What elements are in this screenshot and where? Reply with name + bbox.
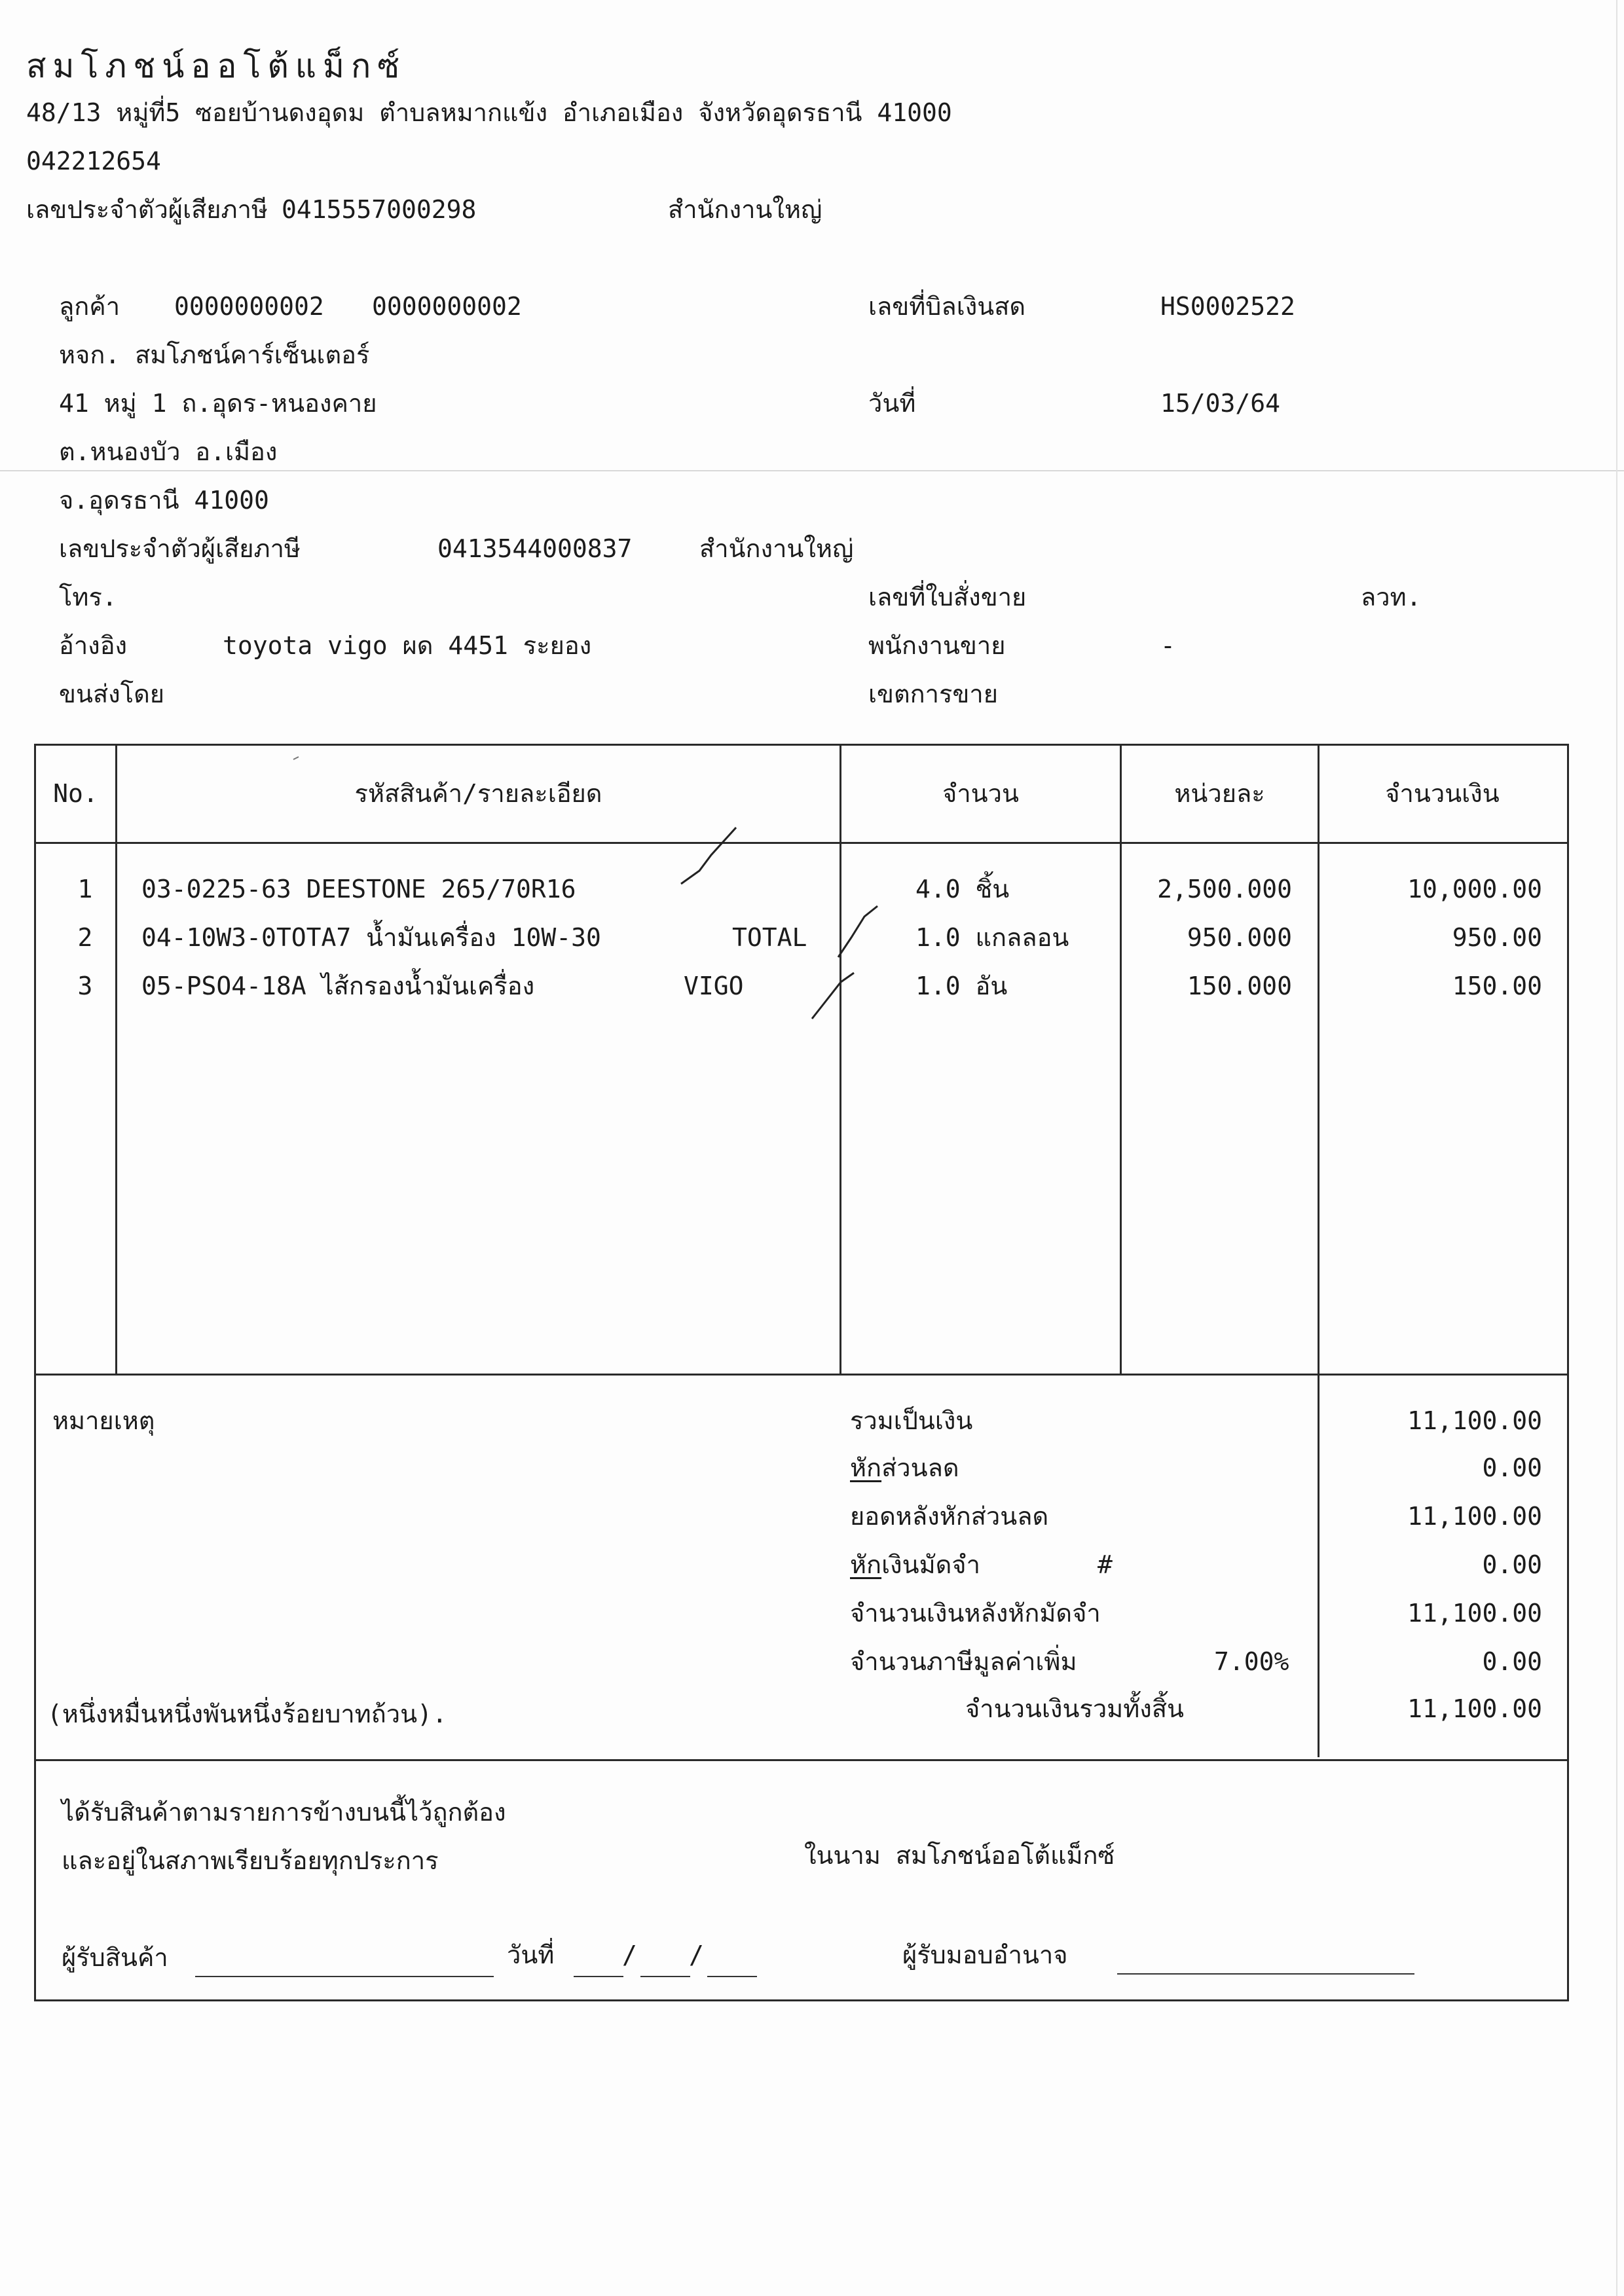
company-name: สมโภชน์ออโต้แม็กซ์ [26,47,407,85]
row-1-amount: 10,000.00 [1407,875,1542,903]
grand-total-value: 11,100.00 [1407,1694,1542,1723]
row-2-no: 2 [77,923,93,952]
amount-in-words: (หนึ่งหมื่นหนึ่งพันหนึ่งร้อยบาทถ้วน). [47,1700,447,1728]
company-tax-id: 0415557000298 [282,195,477,224]
customer-ref-label: อ้างอิง [59,631,128,660]
vat-rate: 7.00% [1214,1647,1289,1676]
row-1-description: 03-0225-63 DEESTONE 265/70R16 [141,875,576,903]
total-value: 11,100.00 [1407,1406,1542,1435]
receive-date-day-line [574,1976,623,1977]
bill-no-label: เลขที่บิลเงินสด [868,292,1026,321]
check-mark-row-2 [838,906,877,957]
receiver-label: ผู้รับสินค้า [62,1943,168,1972]
sales-order-value: ลวท. [1361,583,1422,611]
sales-area-label: เขตการขาย [868,680,998,708]
customer-label: ลูกค้า [59,292,120,321]
shipping-label: ขนส่งโดย [59,680,165,708]
receive-date-sep-1: / [622,1941,637,1969]
row-3-amount: 150.00 [1452,972,1542,1000]
stray-mark [293,757,299,759]
row-3-quantity: 1.0 อัน [915,972,1008,1000]
customer-code-1: 0000000002 [174,292,324,321]
customer-phone-label: โทร. [59,583,117,611]
vat-label: จำนวนภาษีมูลค่าเพิ่ม [850,1647,1077,1676]
row-2-description: 04-10W3-0TOTA7 น้ำมันเครื่อง 10W-30 [141,923,601,952]
after-deposit-label: จำนวนเงินหลังหักมัดจำ [850,1599,1101,1628]
header-quantity: จำนวน [942,779,1019,808]
bill-date: 15/03/64 [1160,389,1281,418]
customer-branch: สำนักงานใหญ่ [699,534,854,563]
received-statement-line-2: และอยู่ในสภาพเรียบร้อยทุกประการ [62,1846,439,1875]
customer-address-1: 41 หมู่ 1 ถ.อุดร-หนองคาย [59,389,377,418]
after-deposit-value: 11,100.00 [1407,1599,1542,1628]
row-3-description: 05-PSO4-18A ไส้กรองน้ำมันเครื่อง [141,972,535,1000]
row-2-tag: TOTAL [732,923,807,952]
row-1-unit-price: 2,500.000 [1157,875,1292,903]
discount-value: 0.00 [1482,1453,1542,1482]
receive-date-label: วันที่ [507,1941,555,1969]
row-2-quantity: 1.0 แกลลอน [915,923,1069,952]
on-behalf-of: ในนาม สมโภชน์ออโต้แม็กซ์ [804,1841,1115,1870]
row-3-tag: VIGO [684,972,744,1000]
row-2-unit-price: 950.000 [1187,923,1292,952]
row-1-quantity: 4.0 ชิ้น [915,875,1010,903]
customer-tax-id-label: เลขประจำตัวผู้เสียภาษี [59,534,301,563]
discount-label-text: ส่วนลด [881,1453,959,1482]
remark-label: หมายเหตุ [52,1406,155,1435]
after-discount-label: ยอดหลังหักส่วนลด [850,1502,1049,1531]
grand-total-label: จำนวนเงินรวมทั้งสิ้น [965,1694,1184,1723]
check-mark-row-3 [812,973,854,1019]
vat-value: 0.00 [1482,1647,1542,1676]
header-description: รหัสสินค้า/รายละเอียด [354,779,602,808]
received-statement-line-1: ได้รับสินค้าตามรายการข้างบนนี้ไว้ถูกต้อง [62,1798,506,1827]
company-phone: 042212654 [26,147,161,175]
after-discount-value: 11,100.00 [1407,1502,1542,1531]
check-mark-row-1 [681,828,736,884]
header-no: No. [53,779,98,808]
customer-address-3: จ.อุดรธานี 41000 [59,486,269,515]
row-3-no: 3 [77,972,93,1000]
customer-name: หจก. สมโภชน์คาร์เซ็นเตอร์ [59,340,370,369]
deposit-label-prefix: หัก [850,1550,882,1579]
receive-date-year-line [707,1976,757,1977]
bill-no: HS0002522 [1160,292,1295,321]
deposit-label-text: เงินมัดจำ [881,1550,980,1579]
customer-ref-value: toyota vigo ผด 4451 ระยอง [223,631,592,660]
discount-label [850,1452,959,1484]
salesperson-label: พนักงานขาย [868,631,1006,660]
receiver-signature-line [195,1976,494,1977]
deposit-label [850,1549,980,1580]
total-label: รวมเป็นเงิน [850,1406,973,1435]
row-1-no: 1 [77,875,93,903]
sales-order-label: เลขที่ใบสั่งขาย [868,583,1027,611]
receive-date-month-line [640,1976,690,1977]
customer-tax-id: 0413544000837 [437,534,633,563]
row-2-amount: 950.00 [1452,923,1542,952]
header-amount: จำนวนเงิน [1385,779,1500,808]
deposit-hash: # [1098,1550,1113,1579]
salesperson-value: - [1160,631,1175,660]
customer-address-2: ต.หนองบัว อ.เมือง [59,437,278,466]
authorized-signature-line [1117,1973,1414,1975]
customer-code-2: 0000000002 [372,292,522,321]
company-tax-id-label: เลขประจำตัวผู้เสียภาษี [26,195,268,224]
company-address: 48/13 หมู่ที่5 ซอยบ้านดงอุดม ตำบลหมากแข้ง อำเภอเมือง จังหวัดอุดรธานี 41000 [26,98,952,127]
company-branch: สำนักงานใหญ่ [668,195,822,224]
authorized-label: ผู้รับมอบอำนาจ [902,1941,1068,1969]
header-unit-price: หน่วยละ [1174,779,1265,808]
footer-frame [34,1757,1569,2001]
row-3-unit-price: 150.000 [1187,972,1292,1000]
bill-date-label: วันที่ [868,389,916,418]
receive-date-sep-2: / [689,1941,704,1969]
deposit-value: 0.00 [1482,1550,1542,1579]
discount-label-prefix: หัก [850,1453,882,1482]
